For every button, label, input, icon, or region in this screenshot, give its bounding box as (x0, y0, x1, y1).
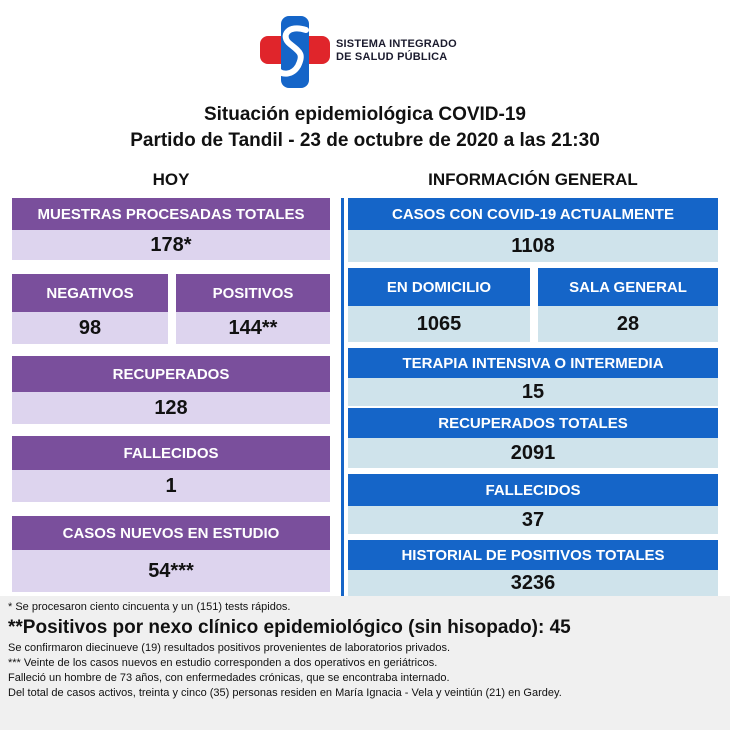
positivos-label: POSITIVOS (176, 274, 330, 312)
org-name-line2: DE SALUD PÚBLICA (336, 51, 448, 63)
recuperados-totales-label: RECUPERADOS TOTALES (348, 408, 718, 438)
org-name (336, 38, 457, 64)
sisp-logo (258, 14, 458, 90)
sala-general-value: 28 (538, 306, 718, 342)
casos-actuales-label: CASOS CON COVID-19 ACTUALMENTE (348, 198, 718, 230)
fallecidos-hoy-label: FALLECIDOS (12, 436, 330, 470)
recuperados-label: RECUPERADOS (12, 356, 330, 392)
recuperados-value: 128 (12, 392, 330, 424)
health-cross-logo-icon (258, 14, 332, 90)
hoy-heading: HOY (152, 170, 190, 189)
footnote-4: *** Veinte de los casos nuevos en estudio corresponden a dos operativos en geriátricos. (8, 657, 438, 669)
negativos-value: 98 (12, 312, 168, 344)
positivos-value: 144** (176, 312, 330, 344)
general-heading: INFORMACIÓN GENERAL (428, 170, 638, 189)
casos-nuevos-value: 54*** (12, 550, 330, 592)
casos-actuales-value: 1108 (348, 230, 718, 262)
footnote-6: Del total de casos activos, treinta y cinco (35) personas residen en María Ignacia - Vela y veintiún (21) en Gardey. (8, 687, 562, 699)
historial-value: 3236 (348, 570, 718, 596)
fallecidos-totales-label: FALLECIDOS (348, 474, 718, 506)
domicilio-value: 1065 (348, 306, 530, 342)
casos-nuevos-label: CASOS NUEVOS EN ESTUDIO (12, 516, 330, 550)
muestras-label: MUESTRAS PROCESADAS TOTALES (12, 198, 330, 230)
terapia-value: 15 (348, 378, 718, 406)
historial-label: HISTORIAL DE POSITIVOS TOTALES (348, 540, 718, 570)
footnote-2: **Positivos por nexo clínico epidemiológico (sin hisopado): 45 (8, 617, 571, 638)
fallecidos-hoy-value: 1 (12, 470, 330, 502)
terapia-label: TERAPIA INTENSIVA O INTERMEDIA (348, 348, 718, 378)
footnotes (0, 596, 730, 730)
page-title: Situación epidemiológica COVID-19 (203, 104, 526, 125)
footnote-1: * Se procesaron ciento cincuenta y un (151) tests rápidos. (8, 601, 291, 613)
org-name-line1: SISTEMA INTEGRADO (336, 38, 457, 50)
negativos-label: NEGATIVOS (12, 274, 168, 312)
column-divider (341, 198, 344, 596)
footnote-5: Falleció un hombre de 73 años, con enfermedades crónicas, que se encontraba internado. (8, 672, 450, 684)
muestras-value: 178* (12, 230, 330, 260)
footnote-3: Se confirmaron diecinueve (19) resultados positivos provenientes de laboratorios privados. (8, 642, 451, 654)
page-subtitle: Partido de Tandil - 23 de octubre de 2020 a las 21:30 (130, 130, 600, 151)
fallecidos-totales-value: 37 (348, 506, 718, 534)
recuperados-totales-value: 2091 (348, 438, 718, 468)
domicilio-label: EN DOMICILIO (348, 268, 530, 306)
sala-general-label: SALA GENERAL (538, 268, 718, 306)
